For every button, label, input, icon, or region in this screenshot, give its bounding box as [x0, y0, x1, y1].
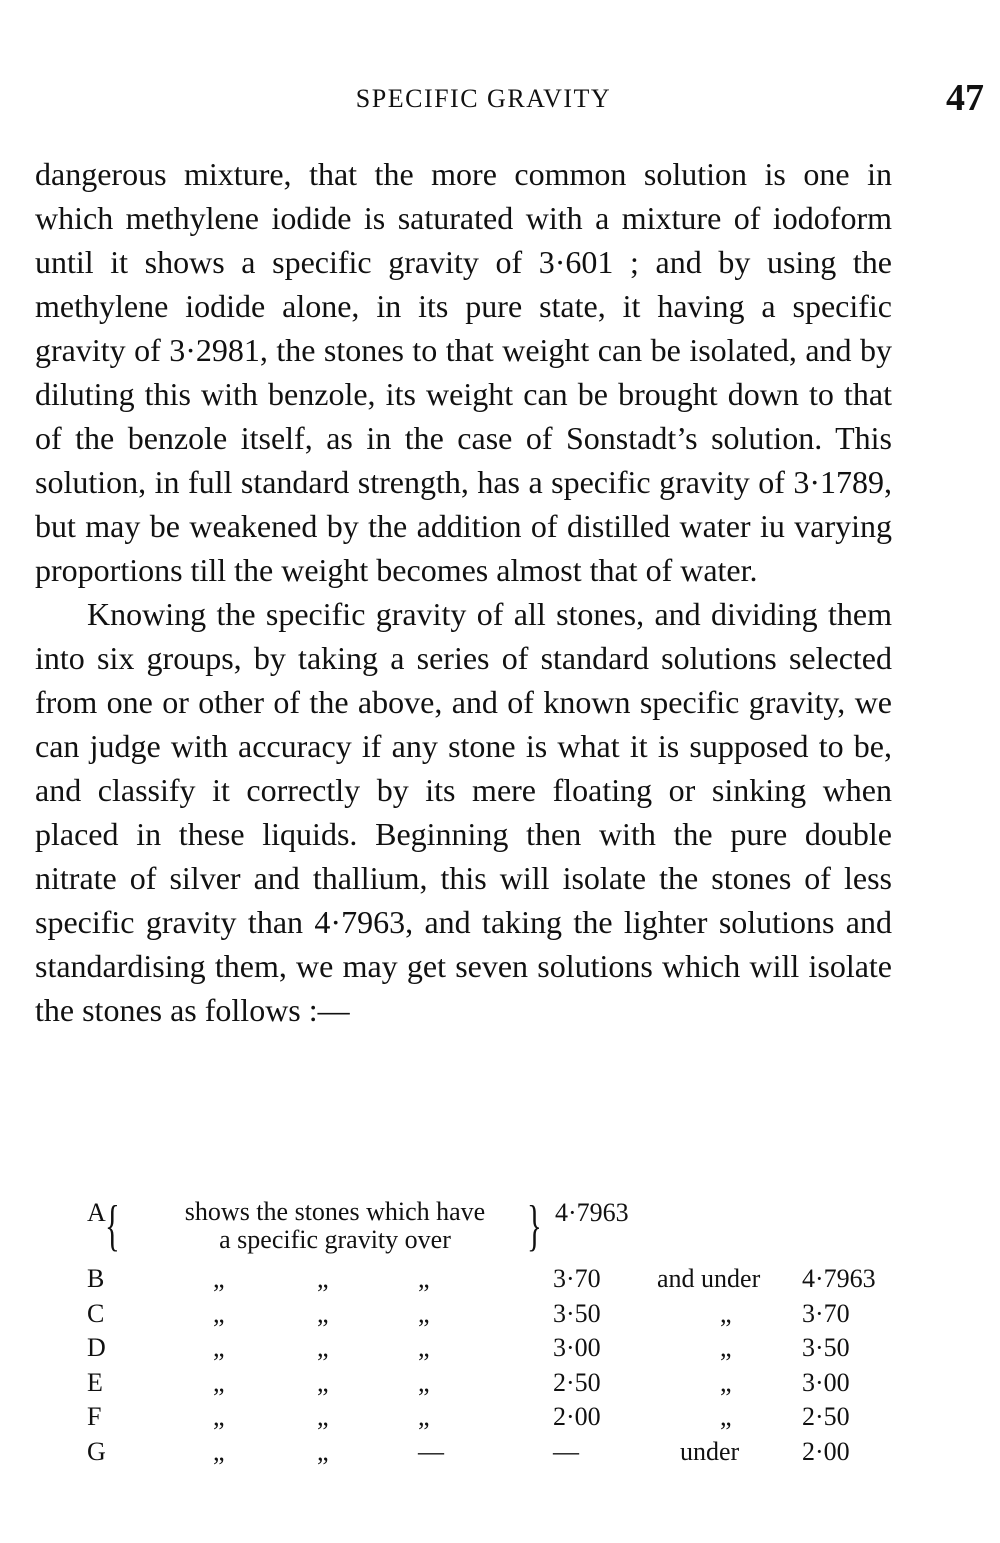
- row-letter: A: [87, 1198, 106, 1227]
- left-brace: {: [105, 1195, 120, 1257]
- paragraph: Knowing the specific gravity of all stones, and dividing them into six groups, by taking a series of standard solutions selected from one or other of the above, and of known specific gravity, we can judge with accuracy if any stone is what it is supposed to be, and classify it correctly by its mere floating or sinking when placed in these liquids. Beginning then with the pure double nitrate of silver and thallium, this will isolate the stones of less specific gravity than 4·7963, and taking the lighter solutions and standardising them, we may get seven solutions which will isolate the stones as follows :—: [35, 596, 892, 1028]
- row-description: [135, 1198, 535, 1254]
- lower-bound: 2·00: [553, 1402, 601, 1432]
- row-letter: G: [87, 1436, 106, 1466]
- upper-bound: 4·7963: [802, 1264, 876, 1293]
- ditto-mark: „: [213, 1367, 225, 1397]
- ditto-mark: „: [213, 1298, 225, 1328]
- row-letter: F: [87, 1402, 102, 1432]
- ditto-mark: „: [418, 1367, 430, 1397]
- upper-bound: 2·00: [802, 1436, 850, 1466]
- running-title: SPECIFIC GRAVITY: [355, 84, 612, 113]
- body-text: [35, 152, 892, 1032]
- row-letter: B: [87, 1264, 105, 1293]
- table-row: [80, 1402, 895, 1437]
- ditto-mark: „: [317, 1264, 329, 1293]
- ditto-mark: „: [213, 1402, 225, 1432]
- upper-bound: 3·00: [802, 1367, 850, 1397]
- row-value: 4·7963: [555, 1198, 629, 1227]
- ditto-mark: „: [317, 1402, 329, 1432]
- ditto-mark: „: [317, 1298, 329, 1328]
- ditto-mark: „: [317, 1367, 329, 1397]
- ditto-mark: „: [418, 1298, 430, 1328]
- upper-bound: 3·50: [802, 1333, 850, 1363]
- paragraph: dangerous mixture, that the more common solution is one in which methylene iodide is saturated with a mixture of iodoform until it shows a specific gravity of 3·601 ; and by using the methylene iodide alone, in its pure state, it having a specific gravity of 3·2981, the stones to that weight can be isolated, and by diluting this with benzole, its weight can be brought down to that of the benzole itself, as in the case of Sonstadt’s solution. This solution, in full standard strength, has a specific gravity of 3·1789, but may be weakened by the addition of distilled water iu varying proportions till the weight becomes almost that of water.: [35, 156, 892, 588]
- ditto-mark: „: [317, 1436, 329, 1466]
- table-row: [80, 1437, 895, 1472]
- ditto-mark: „: [213, 1264, 225, 1293]
- page-header: [35, 77, 984, 124]
- table-row: [80, 1195, 895, 1264]
- specific-gravity-table: [80, 1195, 895, 1472]
- connector: under: [680, 1436, 740, 1466]
- ditto-mark: „: [418, 1402, 430, 1432]
- page-number: 47: [946, 77, 984, 119]
- ditto-mark: „: [418, 1264, 430, 1293]
- ditto-mark: „: [213, 1436, 225, 1466]
- row-letter: D: [87, 1333, 106, 1363]
- right-brace: }: [527, 1195, 542, 1257]
- dash-mark: —: [418, 1436, 444, 1466]
- ditto-mark: „: [213, 1333, 225, 1363]
- table-row: [80, 1368, 895, 1403]
- ditto-mark: „: [317, 1333, 329, 1363]
- table-row: [80, 1299, 895, 1334]
- connector: „: [720, 1333, 732, 1363]
- lower-bound: 3·00: [553, 1333, 601, 1363]
- table-row: [80, 1264, 895, 1299]
- lower-bound: 2·50: [553, 1367, 601, 1397]
- table-row: [80, 1333, 895, 1368]
- row-letter: E: [87, 1367, 103, 1397]
- upper-bound: 2·50: [802, 1402, 850, 1432]
- lower-bound: 3·50: [553, 1298, 601, 1328]
- row-description-line: shows the stones which have: [184, 1197, 486, 1226]
- connector: „: [720, 1298, 732, 1328]
- connector: „: [720, 1402, 732, 1432]
- lower-bound: —: [553, 1436, 579, 1466]
- upper-bound: 3·70: [802, 1298, 850, 1328]
- ditto-mark: „: [418, 1333, 430, 1363]
- lower-bound: 3·70: [553, 1264, 601, 1293]
- row-description-line: a specific gravity over: [219, 1225, 451, 1254]
- connector: and under: [657, 1264, 761, 1293]
- row-letter: C: [87, 1298, 105, 1328]
- connector: „: [720, 1367, 732, 1397]
